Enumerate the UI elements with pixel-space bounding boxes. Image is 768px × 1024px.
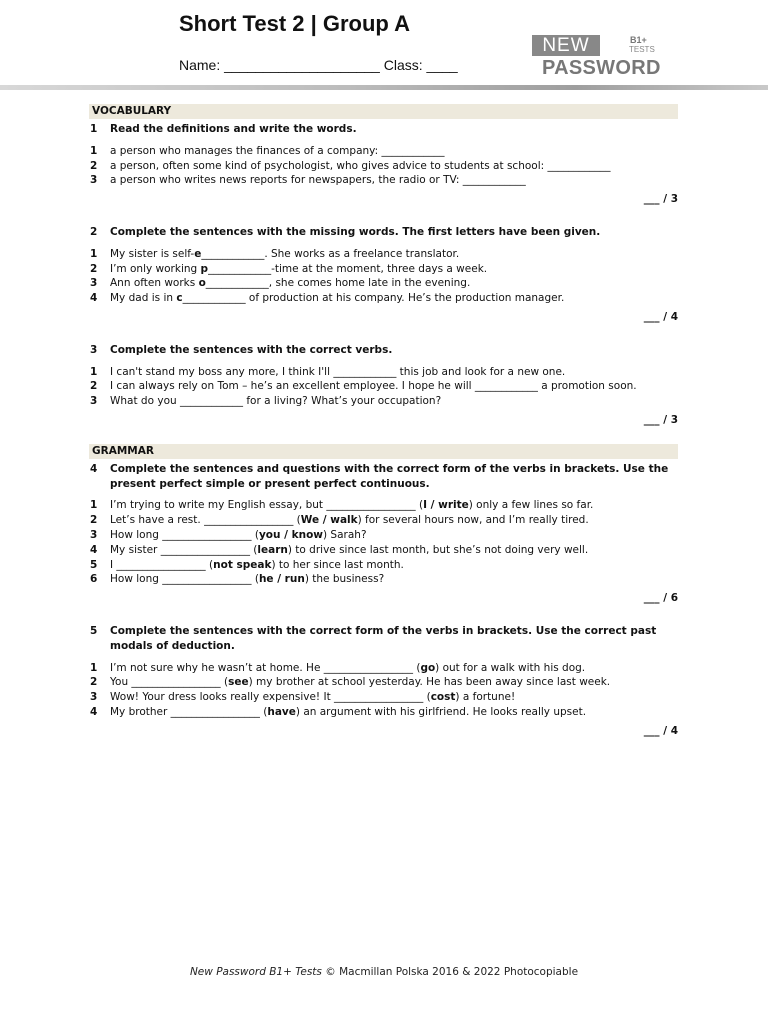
exercise-instruction bbox=[89, 225, 678, 240]
exercise-item bbox=[89, 661, 678, 676]
exercise-text: Complete the sentences and questions with the correct form of the verbs in brackets. Use the present perfect simple or present perfect continuous. bbox=[110, 462, 669, 490]
exercise-text: Complete the sentences with the correct verbs. bbox=[110, 343, 393, 356]
item-text: I _________________ (not speak) to her since last month. bbox=[110, 558, 404, 571]
exercise-instruction bbox=[89, 462, 678, 492]
item-text: You _________________ (see) my brother at school yesterday. He has been away since last week. bbox=[110, 676, 611, 689]
item-number: 2 bbox=[90, 159, 98, 172]
item-text: My dad is in c____________ of production at his company. He’s the production manager. bbox=[110, 292, 565, 305]
logo-new: NEW bbox=[532, 35, 600, 56]
footer-copyright: © Macmillan Polska 2016 & 2022 Photocopiable bbox=[325, 966, 579, 978]
exercise-item bbox=[89, 705, 678, 720]
item-number: 3 bbox=[90, 395, 98, 408]
exercise-item bbox=[89, 558, 678, 573]
item-text: How long _________________ (he / run) the business? bbox=[110, 573, 385, 586]
exercise-item bbox=[89, 528, 678, 543]
exercise-text: Read the definitions and write the words. bbox=[110, 123, 357, 135]
exercise-item bbox=[89, 498, 678, 513]
exercise-text: Complete the sentences with the correct form of the verbs in brackets. Use the correct past modals of deduction. bbox=[110, 624, 657, 652]
section-heading-grammar: GRAMMAR bbox=[89, 444, 678, 459]
exercise-item bbox=[89, 365, 678, 380]
exercise-item bbox=[89, 675, 678, 690]
exercise-number: 1 bbox=[90, 123, 98, 135]
item-number: 3 bbox=[90, 277, 98, 290]
exercise-instruction bbox=[89, 343, 678, 358]
score-box: ___ / 3 bbox=[643, 413, 678, 426]
score-box: ___ / 4 bbox=[643, 724, 678, 737]
item-text: I’m trying to write my English essay, but _________________ (I / write) only a few lines so far. bbox=[110, 499, 594, 512]
header-rule bbox=[0, 85, 768, 90]
item-text: Let’s have a rest. _________________ (We / walk) for several hours now, and I’m really tired. bbox=[110, 514, 589, 527]
exercise-1 bbox=[89, 122, 678, 207]
class-blank: ____ bbox=[426, 57, 458, 73]
score-box: ___ / 6 bbox=[643, 592, 678, 605]
exercise-5 bbox=[89, 624, 678, 739]
exercise-item bbox=[89, 262, 678, 277]
item-number: 4 bbox=[90, 543, 98, 556]
item-number: 3 bbox=[90, 528, 98, 541]
logo-level: B1+ bbox=[630, 35, 647, 45]
exercise-text: Complete the sentences with the missing words. The first letters have been given. bbox=[110, 225, 601, 238]
page-footer bbox=[0, 966, 768, 978]
item-text: Ann often works o____________, she comes home late in the evening. bbox=[110, 277, 471, 290]
item-number: 2 bbox=[90, 676, 98, 689]
exercise-number: 3 bbox=[90, 343, 98, 356]
item-number: 2 bbox=[90, 262, 98, 275]
logo-password: PASSWORD bbox=[542, 57, 661, 79]
new-password-logo bbox=[532, 35, 668, 79]
item-text: I can always rely on Tom – he’s an excellent employee. I hope he will ____________ a promotion soon. bbox=[110, 380, 637, 393]
exercise-item bbox=[89, 513, 678, 528]
exercise-item bbox=[89, 543, 678, 558]
item-text: I can't stand my boss any more, I think I'll ____________ this job and look for a new one. bbox=[110, 365, 566, 378]
item-number: 2 bbox=[90, 380, 98, 393]
section-heading-vocabulary: VOCABULARY bbox=[89, 104, 678, 119]
footer-series: New Password B1+ Tests bbox=[189, 966, 322, 978]
exercise-2 bbox=[89, 225, 678, 325]
item-list bbox=[89, 144, 678, 188]
item-text: My brother _________________ (have) an argument with his girlfriend. He looks really upset. bbox=[110, 705, 587, 718]
name-class-line bbox=[179, 57, 458, 73]
item-text: Wow! Your dress looks really expensive! It _________________ (cost) a fortune! bbox=[110, 691, 516, 704]
item-number: 4 bbox=[90, 705, 98, 718]
name-blank: ____________________ bbox=[224, 57, 380, 73]
item-text: a person who writes news reports for newspapers, the radio or TV: ____________ bbox=[110, 174, 526, 187]
item-number: 1 bbox=[90, 661, 98, 674]
item-list bbox=[89, 661, 678, 720]
exercise-item bbox=[89, 144, 678, 159]
item-list bbox=[89, 498, 678, 587]
exercise-item bbox=[89, 247, 678, 262]
exercise-number: 5 bbox=[90, 624, 98, 637]
item-text: How long _________________ (you / know) Sarah? bbox=[110, 528, 367, 541]
test-content bbox=[89, 104, 678, 739]
item-number: 2 bbox=[90, 514, 98, 527]
page-title: Short Test 2 | Group A bbox=[179, 11, 411, 36]
item-number: 1 bbox=[90, 247, 98, 260]
exercise-instruction bbox=[89, 122, 678, 137]
exercise-number: 4 bbox=[90, 462, 98, 475]
score-box: ___ / 4 bbox=[643, 310, 678, 323]
item-text: My sister _________________ (learn) to drive since last month, but she’s not doing very well. bbox=[110, 543, 589, 556]
item-number: 1 bbox=[90, 365, 98, 378]
item-text: a person, often some kind of psychologist, who gives advice to students at school: ____________ bbox=[110, 159, 611, 172]
item-text: My sister is self-e____________. She works as a freelance translator. bbox=[110, 247, 460, 260]
item-text: I’m only working p____________-time at the moment, three days a week. bbox=[110, 262, 488, 275]
item-list bbox=[89, 365, 678, 409]
item-text: I’m not sure why he wasn’t at home. He _________________ (go) out for a walk with his dog. bbox=[110, 661, 586, 674]
logo-tests: TESTS bbox=[629, 45, 655, 54]
item-text: What do you ____________ for a living? What’s your occupation? bbox=[110, 395, 442, 408]
exercise-item bbox=[89, 394, 678, 409]
exercise-4 bbox=[89, 462, 678, 606]
exercise-item bbox=[89, 159, 678, 174]
exercise-item bbox=[89, 276, 678, 291]
item-number: 6 bbox=[90, 573, 98, 586]
item-number: 3 bbox=[90, 691, 98, 704]
exercise-item bbox=[89, 572, 678, 587]
item-list bbox=[89, 247, 678, 306]
exercise-number: 2 bbox=[90, 225, 98, 238]
item-number: 1 bbox=[90, 144, 98, 157]
name-label: Name: bbox=[179, 57, 221, 73]
exercise-item bbox=[89, 291, 678, 306]
item-number: 3 bbox=[90, 174, 98, 187]
exercise-item bbox=[89, 173, 678, 188]
exercise-instruction bbox=[89, 624, 678, 654]
item-text: a person who manages the finances of a company: ____________ bbox=[110, 144, 445, 157]
class-label: Class: bbox=[383, 57, 423, 73]
exercise-item bbox=[89, 379, 678, 394]
exercise-3 bbox=[89, 343, 678, 428]
score-box: ___ / 3 bbox=[643, 193, 678, 206]
item-number: 4 bbox=[90, 292, 98, 305]
item-number: 5 bbox=[90, 558, 98, 571]
exercise-item bbox=[89, 690, 678, 705]
item-number: 1 bbox=[90, 499, 98, 512]
